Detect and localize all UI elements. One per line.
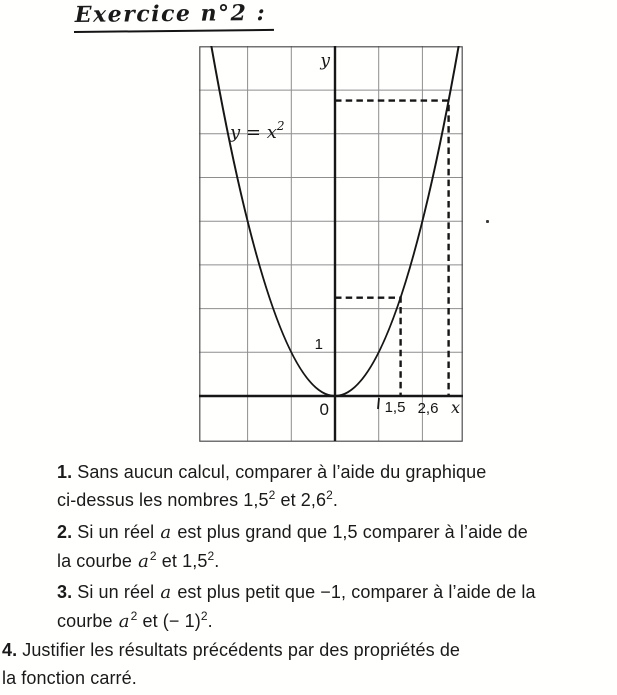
question-4-number: 4. — [2, 640, 18, 660]
question-4-line-1 — [2, 636, 460, 664]
origin-label: 0 — [319, 400, 329, 419]
variable-a: a — [160, 582, 172, 603]
parabola-graph — [199, 46, 463, 442]
question-3-text: Si un réel — [77, 582, 160, 602]
question-3 — [57, 578, 536, 636]
variable-a: a — [118, 611, 130, 632]
scan-speck — [486, 220, 489, 223]
question-2-text: et 1,5 — [156, 551, 208, 571]
y-axis-label: y — [320, 51, 330, 71]
question-3-text: et (− 1) — [137, 611, 201, 631]
curve-equation-main: y = x — [230, 122, 277, 143]
question-3-text: courbe — [57, 611, 118, 631]
exercise-title — [74, 0, 275, 33]
question-1-line-1 — [57, 458, 486, 486]
guide-dashed-lines — [335, 101, 449, 396]
question-1-number: 1. — [57, 462, 73, 482]
exponent: 2 — [268, 488, 276, 502]
question-3-line-1 — [57, 578, 536, 607]
question-1-text: ci-dessus les nombres 1,5 — [57, 490, 269, 510]
question-2-text: . — [214, 551, 220, 571]
variable-a: a — [138, 551, 149, 572]
question-3-line-2 — [57, 607, 536, 636]
exponent: 2 — [149, 549, 157, 563]
x-tick-label-1-5: 1,5 — [384, 399, 406, 416]
x-axis-label: x — [450, 398, 460, 417]
question-4-line-2 — [2, 664, 460, 692]
guide-2-6 — [335, 101, 449, 396]
x-unit-tick — [378, 398, 379, 409]
question-2-line-1 — [57, 518, 528, 547]
question-1 — [57, 458, 486, 514]
exercise-title-text: Exercice n°2 : — [74, 0, 275, 33]
question-2-line-2 — [57, 547, 528, 576]
variable-a: a — [160, 522, 172, 543]
question-1-text: Sans aucun calcul, comparer à l’aide du graphique — [77, 462, 487, 482]
exponent: 2 — [326, 488, 333, 502]
guide-1-5 — [335, 298, 401, 396]
exponent: 2 — [207, 549, 215, 563]
y-unit-label: 1 — [314, 336, 323, 353]
curve-equation-label — [229, 119, 285, 143]
question-2 — [57, 518, 528, 576]
question-1-text: et 2,6 — [275, 490, 327, 510]
question-2-text: est plus grand que 1,5 comparer à l’aide de — [172, 522, 528, 542]
grid-lines — [199, 46, 463, 441]
question-3-text: . — [207, 611, 213, 631]
question-3-number: 3. — [57, 582, 73, 602]
question-3-text: est plus petit que −1, comparer à l’aide de la — [172, 582, 536, 602]
x-tick-label-2-6: 2,6 — [417, 400, 439, 417]
question-4 — [2, 636, 460, 692]
question-4-text: Justifier les résultats précédents par des propriétés de — [22, 640, 461, 660]
question-1-line-2 — [57, 486, 486, 514]
question-2-number: 2. — [57, 522, 73, 542]
question-4-text: la fonction carré. — [2, 668, 137, 688]
exponent: 2 — [130, 609, 138, 623]
question-2-text: Si un réel — [77, 522, 160, 542]
exponent: 2 — [200, 609, 208, 623]
curve-equation-exponent: 2 — [276, 119, 285, 133]
question-1-text: . — [332, 490, 339, 510]
question-2-text: la courbe — [57, 551, 138, 571]
